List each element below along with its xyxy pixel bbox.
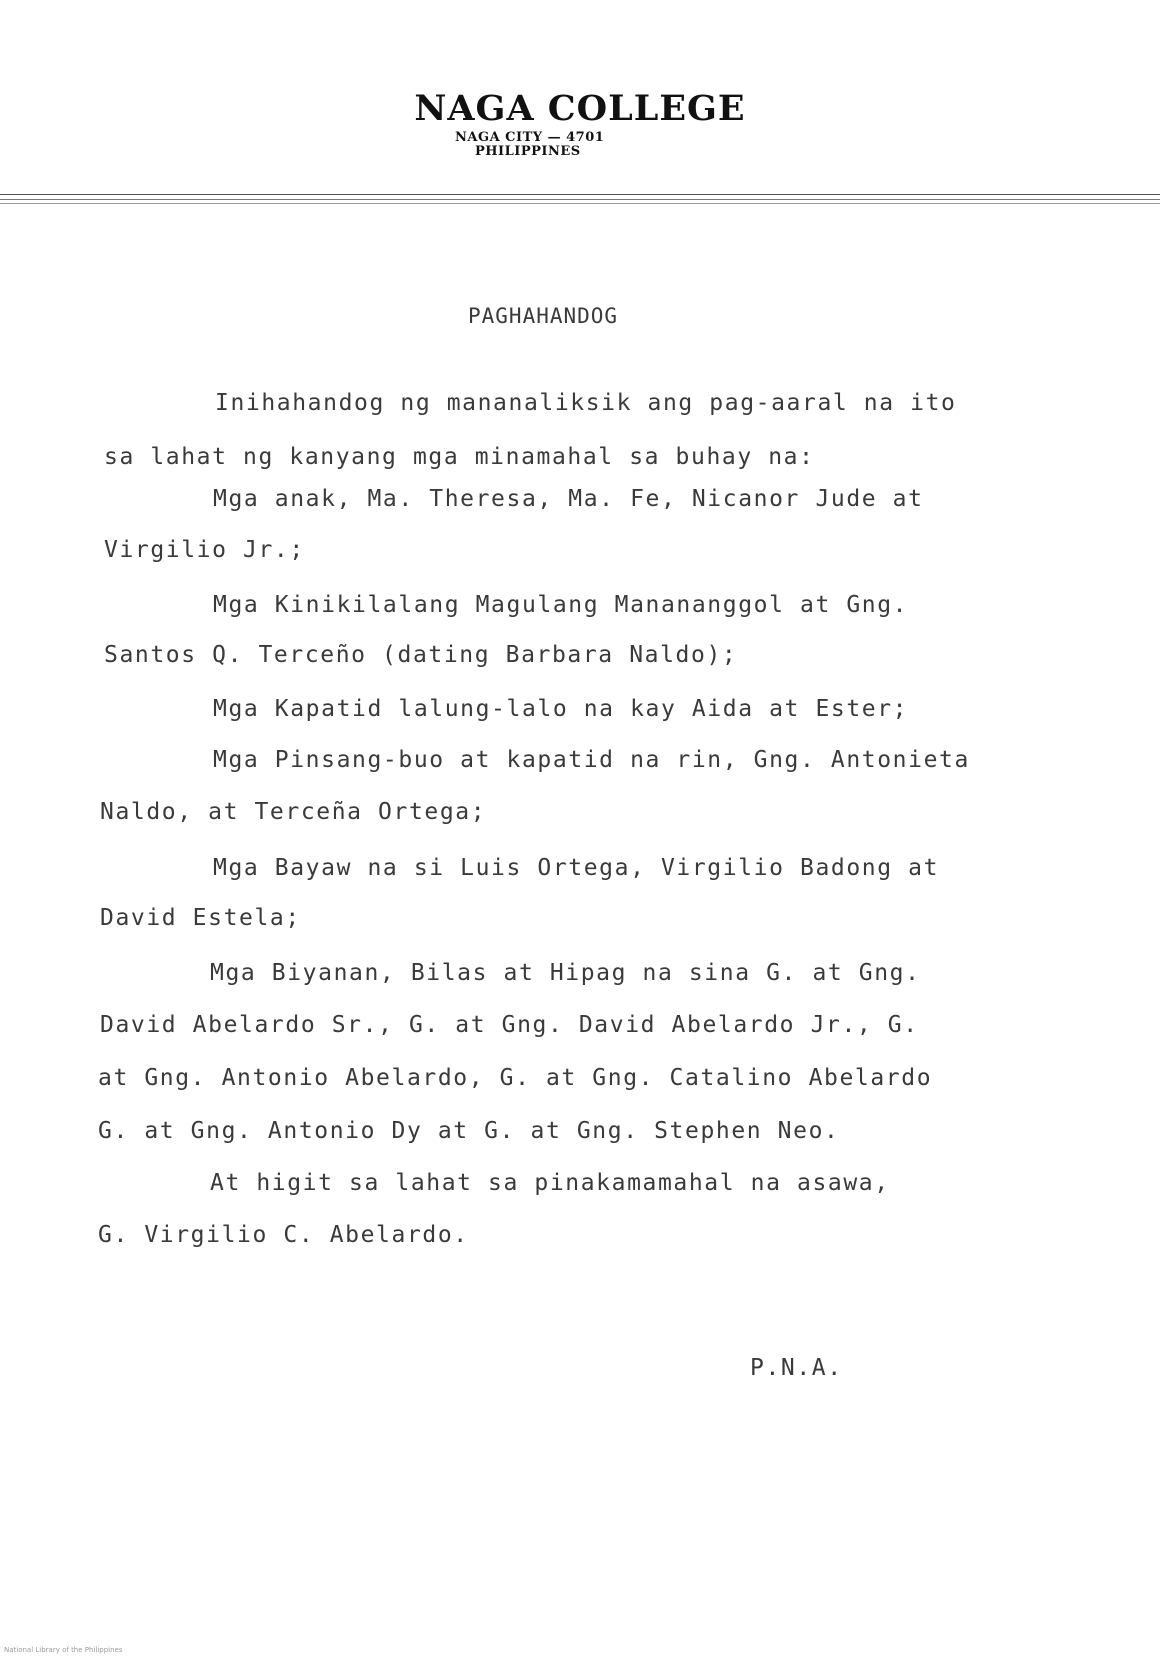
dedication-line: Mga Bayaw na si Luis Ortega, Virgilio Badong at (213, 855, 940, 881)
letterhead-rule (0, 203, 1160, 204)
dedication-line: Mga Biyanan, Bilas at Hipag na sina G. at Gng. (210, 960, 921, 986)
institution-country: PHILIPPINES (475, 144, 581, 159)
dedication-line: at Gng. Antonio Abelardo, G. at Gng. Catalino Abelardo (98, 1065, 933, 1091)
author-initials: P.N.A. (750, 1355, 843, 1381)
dedication-line: At higit sa lahat sa pinakamamahal na asawa, (210, 1170, 890, 1196)
dedication-line: Virgilio Jr.; (104, 537, 305, 563)
dedication-line: Naldo, at Terceña Ortega; (100, 799, 487, 825)
dedication-line: G. at Gng. Antonio Dy at G. at Gng. Stephen Neo. (98, 1118, 840, 1144)
dedication-line: Mga Pinsang-buo at kapatid na rin, Gng. Antonieta (213, 747, 970, 773)
archive-footer: National Library of the Philippines (4, 1646, 123, 1654)
dedication-line: Inihahandog ng mananaliksik ang pag-aaral na ito (215, 390, 957, 416)
dedication-line: Mga anak, Ma. Theresa, Ma. Fe, Nicanor Jude at (213, 486, 924, 512)
dedication-line: Mga Kapatid lalung-lalo na kay Aida at Ester; (213, 696, 909, 722)
letterhead-rule (0, 199, 1160, 200)
dedication-line: Santos Q. Terceño (dating Barbara Naldo); (104, 642, 738, 668)
dedication-line: sa lahat ng kanyang mga minamahal sa buhay na: (104, 444, 815, 470)
dedication-line: Mga Kinikilalang Magulang Manananggol at Gng. (213, 592, 909, 618)
dedication-line: G. Virgilio C. Abelardo. (98, 1222, 469, 1248)
institution-name: NAGA COLLEGE (414, 88, 746, 129)
page-title: PAGHAHANDOG (468, 304, 619, 328)
dedication-line: David Estela; (100, 905, 301, 931)
institution-city: NAGA CITY — 4701 (455, 130, 605, 145)
letterhead-rule (0, 194, 1160, 195)
dedication-line: David Abelardo Sr., G. at Gng. David Abelardo Jr., G. (100, 1012, 919, 1038)
